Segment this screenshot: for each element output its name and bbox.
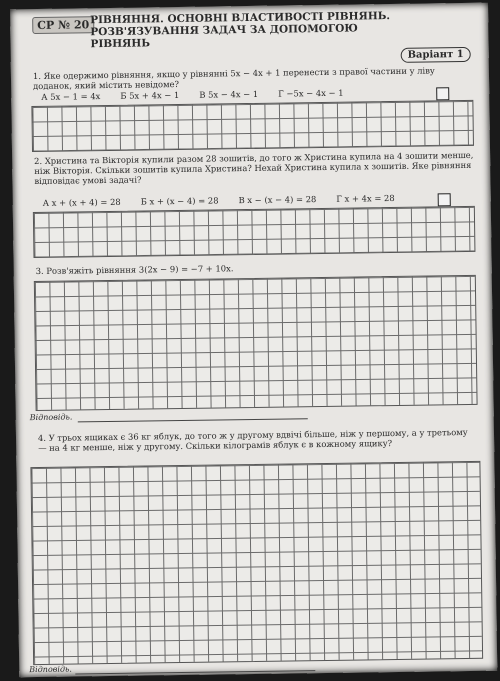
q3-answer-line[interactable] bbox=[78, 417, 308, 422]
question-2-text: 2. Христина та Вікторія купили разом 28 зошитів, до того ж Христина купила на 4 зошити менше, ніж Вікторія. Скільки зошитів купила Христина? Нехай Христина купила x зошитів. Яке рівняння відповідає умові задачі? bbox=[34, 149, 474, 187]
q2-work-grid[interactable] bbox=[33, 206, 476, 258]
q2-option-a[interactable]: А x + (x + 4) = 28 bbox=[42, 196, 121, 208]
worksheet-header bbox=[32, 9, 472, 61]
q4-answer-line[interactable] bbox=[75, 669, 315, 674]
q4-work-grid[interactable] bbox=[30, 461, 483, 665]
q2-option-b[interactable]: Б x + (x − 4) = 28 bbox=[140, 195, 219, 207]
question-1-text: 1. Яке одержимо рівняння, якщо у рівнянні 5x − 4x + 1 перенести з правої частини у ліву доданок, який містить невідоме? bbox=[32, 65, 435, 92]
worksheet-page bbox=[10, 3, 497, 678]
q1-work-grid[interactable] bbox=[31, 100, 474, 152]
question-4-text: 4. У трьох ящиках є 36 кг яблук, до того ж у другому вдвічі більше, ніж у першому, а у третьому — на 4 кг менше, ніж у другому. Скільки кілограмів яблук є в кожному ящику? bbox=[37, 426, 468, 453]
q1-option-b[interactable]: Б 5x + 4x − 1 bbox=[120, 89, 180, 101]
q2-answer-box[interactable] bbox=[438, 193, 451, 206]
variant-badge: Варіант 1 bbox=[400, 47, 470, 63]
q1-answer-box[interactable] bbox=[436, 87, 449, 100]
worksheet-number-badge: СР № 20 bbox=[32, 16, 94, 34]
q1-option-a[interactable]: А 5x − 1 = 4x bbox=[41, 91, 101, 102]
title-line-2: РОЗВ'ЯЗУВАННЯ ЗАДАЧ ЗА ДОПОМОГОЮ РІВНЯНЬ bbox=[90, 22, 358, 51]
q2-option-c[interactable]: В x − (x − 4) = 28 bbox=[238, 194, 317, 206]
q1-option-c[interactable]: В 5x − 4x − 1 bbox=[199, 88, 259, 100]
q4-answer-label: Відповідь. bbox=[29, 664, 72, 675]
worksheet-title bbox=[90, 10, 390, 50]
question-2-options bbox=[43, 193, 415, 208]
q3-answer-label: Відповідь. bbox=[29, 412, 73, 423]
q2-option-d[interactable]: Г x + 4x = 28 bbox=[336, 192, 395, 204]
q1-option-d[interactable]: Г −5x − 4x − 1 bbox=[278, 87, 344, 99]
title-line-1: РІВНЯННЯ. ОСНОВНІ ВЛАСТИВОСТІ РІВНЯНЬ. bbox=[90, 10, 391, 27]
question-3-text: 3. Розв'яжіть рівняння 3(2x − 9) = −7 + 10x. bbox=[35, 263, 234, 277]
q3-work-grid[interactable] bbox=[34, 275, 478, 411]
